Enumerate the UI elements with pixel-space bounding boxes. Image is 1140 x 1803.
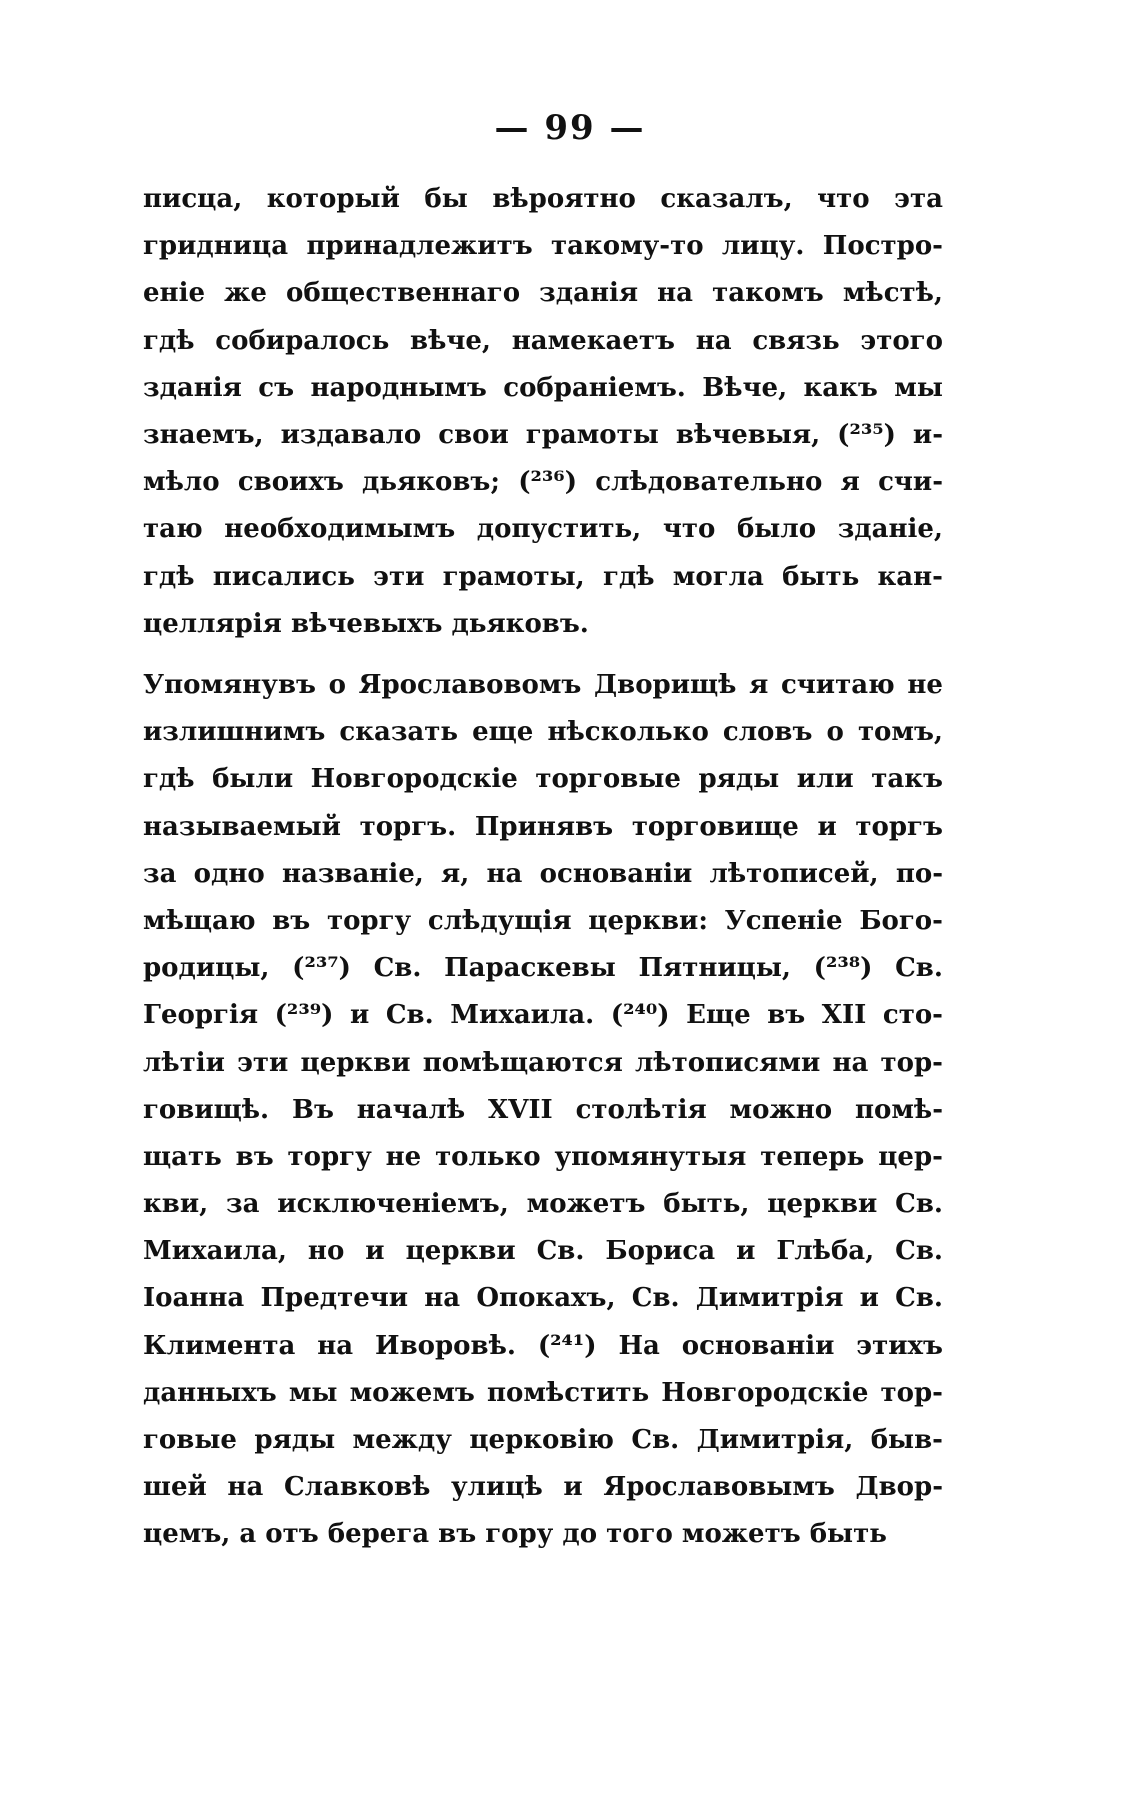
text-line xyxy=(143,709,943,756)
text-line: цемъ, а отъ берега въ гору до того можетъ быть xyxy=(143,1519,887,1550)
word: торгъ xyxy=(855,811,943,842)
word: писца, xyxy=(143,184,243,214)
word: одно xyxy=(193,858,265,889)
word: еніе xyxy=(143,278,205,309)
word: о xyxy=(826,717,844,748)
word: нѣсколько xyxy=(547,717,709,748)
word: могла xyxy=(672,561,764,592)
word: торгъ. xyxy=(359,811,457,842)
word: Георгія xyxy=(143,1000,259,1031)
word: мѣщаю xyxy=(143,905,256,936)
text-line xyxy=(143,1040,943,1087)
word: (²⁴¹) xyxy=(537,1330,597,1361)
word: на xyxy=(424,1283,461,1314)
word: можетъ xyxy=(526,1189,646,1220)
word: лѣтіи xyxy=(143,1047,225,1078)
word: Успеніе xyxy=(724,905,843,936)
word: лицу. xyxy=(721,231,805,262)
word: мы xyxy=(288,1377,338,1408)
word: Св. xyxy=(895,1236,943,1267)
word: основаніи xyxy=(681,1330,835,1361)
word: помѣстить xyxy=(486,1377,650,1408)
word: тор- xyxy=(880,1377,943,1408)
text-line xyxy=(143,992,943,1039)
text-line xyxy=(143,1134,943,1181)
word: помѣщаются xyxy=(422,1047,623,1078)
word: въ xyxy=(767,1000,806,1031)
word: Пятницы, xyxy=(638,953,791,984)
text-line xyxy=(143,223,943,270)
word: и xyxy=(563,1472,583,1503)
word: быть, xyxy=(663,1189,750,1220)
word: между xyxy=(352,1425,452,1455)
word: названіе, xyxy=(281,858,424,889)
word: было xyxy=(736,514,817,545)
word: такъ xyxy=(871,764,943,795)
word: не xyxy=(385,1141,422,1172)
word: шей xyxy=(143,1472,207,1503)
word: Параскевы xyxy=(444,953,616,984)
word: сказалъ, xyxy=(660,184,793,214)
word: вѣче, xyxy=(410,325,491,356)
word: теперь xyxy=(760,1141,865,1172)
word: Новгородскіе xyxy=(661,1377,869,1408)
word: Принявъ xyxy=(474,811,614,842)
word: церкви: xyxy=(588,905,708,936)
word: Св. xyxy=(895,953,943,984)
word: считаю xyxy=(780,670,895,700)
word: о xyxy=(328,670,346,700)
word: Въ xyxy=(291,1094,334,1125)
word: говые xyxy=(143,1425,237,1455)
word: Св. xyxy=(895,1283,943,1314)
word: (²³⁵) xyxy=(837,419,896,450)
word: излишнимъ xyxy=(143,717,326,748)
word: сто- xyxy=(882,1000,943,1031)
word: какъ xyxy=(803,372,878,403)
text-line xyxy=(143,1417,943,1464)
word: лѣтописей, xyxy=(709,858,879,889)
word: можемъ xyxy=(349,1377,475,1408)
text-line xyxy=(143,851,943,898)
word: Двор- xyxy=(855,1472,943,1503)
text-line: целлярія вѣчевыхъ дьяковъ. xyxy=(143,608,589,639)
word: Ярославовомъ xyxy=(358,670,582,700)
word: зданія xyxy=(539,278,639,309)
word: зданія xyxy=(143,372,242,403)
word: но xyxy=(307,1236,345,1267)
word: (²⁴⁰) xyxy=(610,1000,670,1031)
word: Бого- xyxy=(859,905,943,936)
word: дьяковъ; xyxy=(362,467,500,498)
word: Св. xyxy=(373,953,422,984)
word: я xyxy=(749,670,769,700)
word: Бориса xyxy=(605,1236,716,1267)
page-number: — 99 — xyxy=(494,108,646,148)
word: церкви xyxy=(300,1047,411,1078)
word: съ xyxy=(258,372,295,403)
word: Димитрія, xyxy=(696,1425,854,1455)
word: я, xyxy=(441,858,470,889)
text-line xyxy=(143,270,943,317)
word: словъ xyxy=(722,717,813,748)
word: за xyxy=(226,1189,260,1220)
word: собраніемъ. xyxy=(503,372,686,403)
word: грамоты xyxy=(525,419,659,450)
text-line xyxy=(143,176,943,223)
text-line xyxy=(143,554,943,601)
word: Иворовѣ. xyxy=(375,1330,516,1361)
word: На xyxy=(618,1330,660,1361)
word: счи- xyxy=(878,467,943,498)
word: писались xyxy=(212,561,355,592)
text-line xyxy=(143,945,943,992)
word: (²³⁸) xyxy=(813,953,873,984)
word: что xyxy=(662,514,716,545)
word: (²³⁷) xyxy=(292,953,351,984)
word: упомянутыя xyxy=(554,1141,747,1172)
word: данныхъ xyxy=(143,1377,277,1408)
word: необходимымъ xyxy=(224,514,456,545)
word: Св. xyxy=(631,1283,680,1314)
word: Михаила. xyxy=(450,1000,595,1031)
word: были xyxy=(212,764,294,795)
word: церкви xyxy=(405,1236,516,1267)
word: торгу xyxy=(287,1141,372,1172)
word: который xyxy=(266,184,400,214)
word: лѣтописями xyxy=(634,1047,821,1078)
text-line xyxy=(143,1464,943,1511)
word: я xyxy=(840,467,860,498)
word: XII xyxy=(821,1000,867,1031)
word: гдѣ xyxy=(143,561,195,592)
word: слѣдущія xyxy=(427,905,572,936)
word: быв- xyxy=(870,1425,943,1455)
word: бы xyxy=(424,184,468,214)
word: улицѣ xyxy=(451,1472,543,1503)
word: гдѣ xyxy=(143,325,195,356)
text-line xyxy=(143,1370,943,1417)
word: и xyxy=(349,1000,370,1031)
word: эти xyxy=(373,561,425,592)
word: свои xyxy=(438,419,509,450)
word: принадлежитъ xyxy=(306,231,533,262)
word: Св. xyxy=(536,1236,585,1267)
word: называемый xyxy=(143,811,341,842)
text-line xyxy=(143,1181,943,1228)
word: помѣ- xyxy=(854,1094,943,1125)
word: зданіе, xyxy=(837,514,943,545)
word: на xyxy=(317,1330,354,1361)
text-line xyxy=(143,459,943,506)
word: такому-то xyxy=(551,231,704,262)
text-line xyxy=(143,1087,943,1134)
word: исключеніемъ, xyxy=(277,1189,509,1220)
word: знаемъ, xyxy=(143,419,264,450)
text-line xyxy=(143,898,943,945)
word: церковію xyxy=(469,1425,614,1455)
word: Ярославовымъ xyxy=(603,1472,835,1503)
word: Еще xyxy=(686,1000,751,1031)
word: эти xyxy=(237,1047,289,1078)
word: томъ, xyxy=(857,717,943,748)
paragraph-1 xyxy=(143,176,943,648)
word: XVII xyxy=(488,1094,553,1125)
word: Св. xyxy=(385,1000,434,1031)
word: слѣдовательно xyxy=(595,467,823,498)
text-line xyxy=(143,1275,943,1322)
word: Упомянувъ xyxy=(143,670,316,700)
word: мѣстѣ, xyxy=(842,278,943,309)
text-line xyxy=(143,318,943,365)
word: эта xyxy=(894,184,943,214)
word: началѣ xyxy=(356,1094,466,1125)
word: торговые xyxy=(535,764,681,795)
text-line xyxy=(143,1323,943,1370)
word: только xyxy=(435,1141,541,1172)
text-line xyxy=(143,804,943,851)
word: общественнаго xyxy=(285,278,521,309)
word: же xyxy=(224,278,267,309)
text-line xyxy=(143,662,943,709)
word: народнымъ xyxy=(310,372,487,403)
word: и xyxy=(365,1236,385,1267)
word: говищѣ. xyxy=(143,1094,270,1125)
word: (²³⁹) xyxy=(274,1000,334,1031)
word: Вѣче, xyxy=(702,372,788,403)
word: на xyxy=(695,325,732,356)
word: гдѣ xyxy=(143,764,195,795)
word: мы xyxy=(894,372,943,403)
word: можно xyxy=(729,1094,833,1125)
word: собиралось xyxy=(215,325,390,356)
word: столѣтія xyxy=(575,1094,707,1125)
word: мѣло xyxy=(143,467,220,498)
word: быть xyxy=(782,561,860,592)
word: Постро- xyxy=(822,231,943,262)
word: своихъ xyxy=(237,467,344,498)
text-line xyxy=(143,506,943,553)
word: Іоанна xyxy=(143,1283,245,1314)
word: вѣроятно xyxy=(492,184,636,214)
word: и xyxy=(859,1283,879,1314)
word: въ xyxy=(235,1141,274,1172)
word: Св. xyxy=(631,1425,680,1455)
word: на xyxy=(486,858,523,889)
word: кви, xyxy=(143,1189,209,1220)
word: торгу xyxy=(326,905,412,936)
word: Новгородскіе xyxy=(310,764,518,795)
word: этого xyxy=(860,325,943,356)
text-line xyxy=(143,365,943,412)
word: такомъ xyxy=(712,278,824,309)
word: что xyxy=(817,184,870,214)
word: основаніи xyxy=(539,858,693,889)
text-line xyxy=(143,1228,943,1275)
word: вѣчевыя, xyxy=(675,419,821,450)
word: торговище xyxy=(631,811,799,842)
word: гдѣ xyxy=(603,561,655,592)
word: Дворищѣ xyxy=(594,670,737,700)
word: связь xyxy=(752,325,840,356)
word: или xyxy=(796,764,854,795)
word: таю xyxy=(143,514,203,545)
word: Димитрія xyxy=(695,1283,844,1314)
word: Славковѣ xyxy=(283,1472,431,1503)
word: и xyxy=(817,811,837,842)
word: еще xyxy=(472,717,534,748)
word: допустить, xyxy=(476,514,642,545)
word: сказать xyxy=(339,717,459,748)
word: церкви xyxy=(767,1189,878,1220)
word: гридница xyxy=(143,231,289,262)
word: Опокахъ, xyxy=(476,1283,616,1314)
word: цер- xyxy=(878,1141,943,1172)
word: щать xyxy=(143,1141,222,1172)
word: Михаила, xyxy=(143,1236,287,1267)
word: кан- xyxy=(877,561,943,592)
text-line xyxy=(143,756,943,803)
word: на xyxy=(227,1472,264,1503)
word: и- xyxy=(912,419,943,450)
word: не xyxy=(907,670,943,700)
text-line xyxy=(143,412,943,459)
word: на xyxy=(657,278,694,309)
word: въ xyxy=(272,905,311,936)
word: ряды xyxy=(698,764,780,795)
paragraph-2 xyxy=(143,662,943,1559)
word: и xyxy=(736,1236,756,1267)
word: Св. xyxy=(895,1189,943,1220)
word: на xyxy=(832,1047,869,1078)
word: Климента xyxy=(143,1330,296,1361)
word: родицы, xyxy=(143,953,270,984)
word: издавало xyxy=(280,419,422,450)
word: за xyxy=(143,858,177,889)
word: этихъ xyxy=(856,1330,943,1361)
word: по- xyxy=(895,858,943,889)
word: Глѣба, xyxy=(776,1236,875,1267)
word: грамоты, xyxy=(442,561,585,592)
word: Предтечи xyxy=(260,1283,409,1314)
word: тор- xyxy=(880,1047,943,1078)
word: намекаетъ xyxy=(511,325,675,356)
word: (²³⁶) xyxy=(518,467,578,498)
word: ряды xyxy=(254,1425,336,1455)
